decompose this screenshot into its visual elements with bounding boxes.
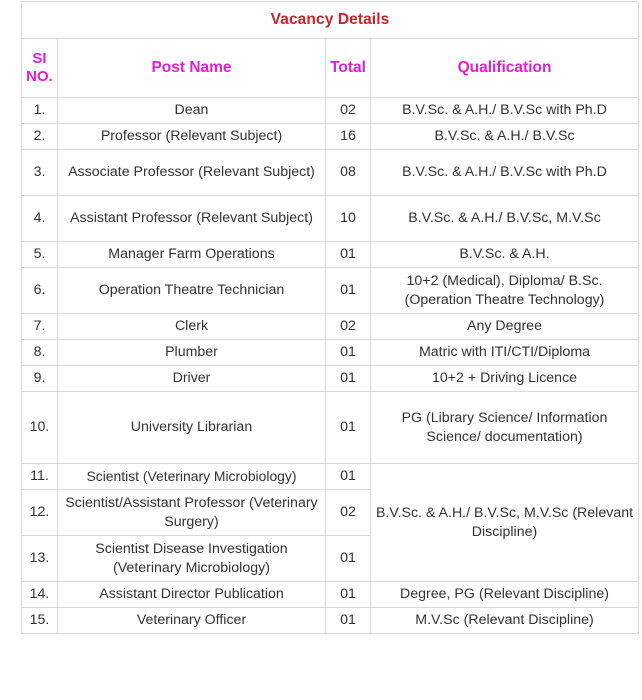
cell-post-name: Operation Theatre Technician — [58, 268, 326, 314]
cell-total: 10 — [326, 196, 371, 242]
cell-post-name: Veterinary Officer — [58, 608, 326, 634]
cell-post-name: Professor (Relevant Subject) — [58, 124, 326, 150]
vacancy-details-table — [21, 1, 639, 634]
cell-post-name: Scientist/Assistant Professor (Veterinary Surgery) — [58, 490, 326, 536]
cell-serial: 10. — [22, 392, 58, 464]
column-header-serial-line2: NO. — [26, 68, 53, 85]
column-header-total: Total — [326, 39, 371, 98]
cell-serial: 9. — [22, 366, 58, 392]
table-row — [22, 124, 639, 150]
cell-serial: 6. — [22, 268, 58, 314]
cell-post-name: Clerk — [58, 314, 326, 340]
cell-serial: 14. — [22, 582, 58, 608]
cell-serial: 11. — [22, 464, 58, 490]
cell-post-name: Assistant Director Publication — [58, 582, 326, 608]
cell-total: 16 — [326, 124, 371, 150]
cell-total: 01 — [326, 608, 371, 634]
cell-serial: 15. — [22, 608, 58, 634]
cell-post-name: Manager Farm Operations — [58, 242, 326, 268]
table-row — [22, 392, 639, 464]
column-header-serial-line1: SI — [32, 50, 47, 68]
cell-serial: 4. — [22, 196, 58, 242]
cell-qualification: B.V.Sc. & A.H./ B.V.Sc with Ph.D — [371, 98, 639, 124]
cell-post-name: Scientist Disease Investigation (Veterinary Microbiology) — [58, 536, 326, 582]
table-row — [22, 242, 639, 268]
cell-total: 01 — [326, 366, 371, 392]
table-row — [22, 196, 639, 242]
cell-total: 01 — [326, 392, 371, 464]
table-header-row — [22, 39, 639, 98]
table-row — [22, 314, 639, 340]
cell-post-name: Plumber — [58, 340, 326, 366]
cell-total: 01 — [326, 536, 371, 582]
table-row — [22, 340, 639, 366]
cell-total: 01 — [326, 582, 371, 608]
cell-serial: 7. — [22, 314, 58, 340]
table-title-row — [22, 2, 639, 39]
table-title-cell — [22, 2, 639, 39]
cell-qualification: PG (Library Science/ Information Science/ documentation) — [371, 392, 639, 464]
cell-qualification-merged: B.V.Sc. & A.H./ B.V.Sc, M.V.Sc (Relevant Discipline) — [371, 464, 639, 582]
table-row — [22, 366, 639, 392]
cell-post-name: Scientist (Veterinary Microbiology) — [58, 464, 326, 490]
cell-post-name: Dean — [58, 98, 326, 124]
cell-serial: 1. — [22, 98, 58, 124]
cell-serial: 3. — [22, 150, 58, 196]
table-row — [22, 582, 639, 608]
cell-total: 01 — [326, 464, 371, 490]
column-header-qualification: Qualification — [371, 39, 639, 98]
table-row — [22, 608, 639, 634]
cell-total: 01 — [326, 268, 371, 314]
cell-qualification: 10+2 (Medical), Diploma/ B.Sc. (Operation Theatre Technology) — [371, 268, 639, 314]
column-header-serial — [22, 39, 58, 98]
cell-qualification: 10+2 + Driving Licence — [371, 366, 639, 392]
cell-serial: 13. — [22, 536, 58, 582]
cell-total: 02 — [326, 98, 371, 124]
cell-post-name: Associate Professor (Relevant Subject) — [58, 150, 326, 196]
cell-qualification: B.V.Sc. & A.H. — [371, 242, 639, 268]
cell-qualification: B.V.Sc. & A.H./ B.V.Sc, M.V.Sc — [371, 196, 639, 242]
cell-total: 02 — [326, 314, 371, 340]
cell-total: 02 — [326, 490, 371, 536]
table-row — [22, 268, 639, 314]
cell-post-name: Driver — [58, 366, 326, 392]
cell-qualification: Any Degree — [371, 314, 639, 340]
table-row — [22, 150, 639, 196]
table-row — [22, 98, 639, 124]
cell-serial: 12. — [22, 490, 58, 536]
cell-serial: 2. — [22, 124, 58, 150]
page-title: Vacancy Details — [270, 11, 390, 28]
cell-total: 01 — [326, 340, 371, 366]
cell-post-name: Assistant Professor (Relevant Subject) — [58, 196, 326, 242]
cell-total: 08 — [326, 150, 371, 196]
cell-qualification: Matric with ITI/CTI/Diploma — [371, 340, 639, 366]
table-row — [22, 464, 639, 490]
cell-qualification: B.V.Sc. & A.H./ B.V.Sc — [371, 124, 639, 150]
cell-qualification: B.V.Sc. & A.H./ B.V.Sc with Ph.D — [371, 150, 639, 196]
cell-total: 01 — [326, 242, 371, 268]
cell-serial: 5. — [22, 242, 58, 268]
cell-qualification: M.V.Sc (Relevant Discipline) — [371, 608, 639, 634]
cell-serial: 8. — [22, 340, 58, 366]
column-header-post-name: Post Name — [58, 39, 326, 98]
cell-post-name: University Librarian — [58, 392, 326, 464]
cell-qualification: Degree, PG (Relevant Discipline) — [371, 582, 639, 608]
